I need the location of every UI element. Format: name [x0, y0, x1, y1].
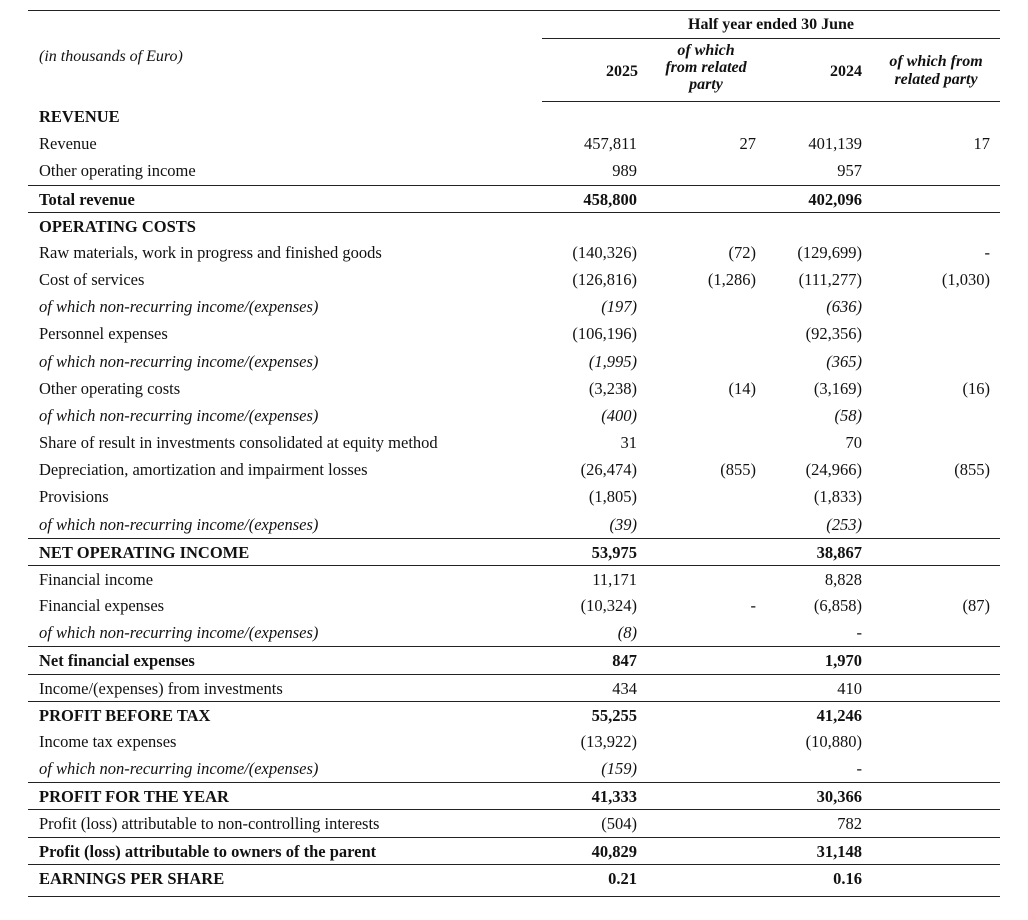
value-2025: 458,800 — [583, 189, 637, 209]
value-2025: (8) — [617, 623, 637, 643]
value-2024: 401,139 — [808, 134, 862, 154]
table-row — [28, 239, 1000, 266]
table-row — [28, 809, 1000, 837]
value-2024: 31,148 — [816, 841, 862, 861]
col-header-related-2025-line2: from related — [665, 59, 747, 76]
period-title-underline — [542, 38, 1000, 39]
related-party-2025: (855) — [720, 460, 756, 480]
period-title: Half year ended 30 June — [688, 16, 854, 33]
table-row — [28, 130, 1000, 157]
row-label: of which non-recurring income/(expenses) — [39, 623, 319, 643]
unit-label: (in thousands of Euro) — [39, 48, 183, 65]
table-row — [28, 402, 1000, 429]
col-header-2024: 2024 — [830, 63, 862, 80]
table-row — [28, 320, 1000, 347]
value-2024: (58) — [834, 405, 862, 425]
value-2024: (92,356) — [805, 324, 862, 344]
table-row — [28, 565, 1000, 593]
value-2025: 457,811 — [583, 134, 637, 154]
value-2024: (365) — [826, 351, 862, 371]
value-2024: 1,970 — [824, 651, 862, 671]
row-label: Total revenue — [39, 189, 135, 209]
value-2024: - — [856, 623, 862, 643]
related-party-2025: (72) — [728, 242, 756, 262]
row-label: Depreciation, amortization and impairment losses — [39, 460, 368, 480]
row-label: Net financial expenses — [39, 651, 195, 671]
row-label: of which non-recurring income/(expenses) — [39, 351, 319, 371]
value-2025: 847 — [612, 651, 637, 671]
row-label: Share of result in investments consolidated at equity method — [39, 433, 438, 452]
value-2025: 40,829 — [591, 841, 637, 861]
value-2025: (504) — [601, 814, 637, 834]
value-2024: 782 — [837, 814, 862, 834]
col-header-related-2024-line2: related party — [894, 71, 978, 88]
value-2024: (6,858) — [813, 596, 862, 616]
table-row — [28, 701, 1000, 729]
table-row — [28, 511, 1000, 538]
row-label: Revenue — [39, 134, 97, 154]
value-2024: (10,880) — [805, 731, 862, 751]
value-2025: (26,474) — [580, 460, 637, 480]
value-2024: 30,366 — [816, 787, 862, 807]
value-2025: (1,995) — [588, 351, 637, 371]
value-2025: 55,255 — [591, 705, 637, 725]
value-2024: (24,966) — [805, 460, 862, 480]
table-row — [28, 592, 1000, 619]
value-2025: (400) — [601, 405, 637, 425]
value-2024: 410 — [837, 678, 862, 698]
value-2025: (140,326) — [572, 242, 637, 262]
value-2024: (1,833) — [813, 487, 862, 507]
value-2024: 0.16 — [833, 868, 862, 888]
table-row — [28, 864, 1000, 892]
table-row — [28, 674, 1000, 702]
related-party-2024: (855) — [954, 460, 990, 480]
row-label: Financial income — [39, 569, 154, 589]
table-row — [28, 293, 1000, 320]
value-2025: (197) — [601, 297, 637, 317]
table-row — [28, 212, 1000, 240]
value-2025: 0.21 — [608, 868, 637, 888]
col-header-related-2025-line3: party — [689, 76, 723, 93]
value-2024: 8,828 — [824, 569, 862, 589]
value-2025: 53,975 — [591, 542, 637, 562]
value-2024: 70 — [845, 433, 862, 452]
value-2025: (126,816) — [572, 270, 637, 289]
col-header-related-2024 — [872, 53, 1000, 89]
row-label: PROFIT BEFORE TAX — [39, 705, 211, 725]
table-top-border — [28, 10, 1000, 11]
table-row — [28, 429, 1000, 456]
row-label: Personnel expenses — [39, 324, 168, 344]
header-bottom-border — [542, 101, 1000, 102]
value-2024: - — [856, 759, 862, 779]
row-label: Income/(expenses) from investments — [39, 678, 283, 698]
value-2024: 402,096 — [808, 189, 862, 209]
row-label: of which non-recurring income/(expenses) — [39, 297, 319, 317]
row-label: NET OPERATING INCOME — [39, 542, 250, 562]
related-party-2024: (1,030) — [941, 270, 990, 289]
table-row — [28, 646, 1000, 674]
row-label: Profit (loss) attributable to non-controlling interests — [39, 814, 380, 834]
value-2025: (10,324) — [580, 596, 637, 616]
value-2024: 41,246 — [816, 705, 862, 725]
table-row — [28, 375, 1000, 402]
value-2024: (111,277) — [798, 270, 862, 289]
row-label: REVENUE — [39, 107, 120, 126]
row-label: of which non-recurring income/(expenses) — [39, 759, 319, 779]
value-2024: (3,169) — [813, 378, 862, 398]
row-label: PROFIT FOR THE YEAR — [39, 787, 229, 807]
value-2024: 957 — [837, 161, 862, 181]
related-party-2025: 27 — [739, 134, 756, 154]
value-2025: (159) — [601, 759, 637, 779]
row-label: of which non-recurring income/(expenses) — [39, 514, 319, 534]
value-2025: (39) — [609, 514, 637, 534]
table-bottom-border — [28, 896, 1000, 897]
value-2025: 434 — [612, 678, 637, 698]
value-2024: 38,867 — [816, 542, 862, 562]
row-label: Raw materials, work in progress and finished goods — [39, 242, 382, 262]
row-label: of which non-recurring income/(expenses) — [39, 405, 319, 425]
related-party-2024: - — [984, 242, 990, 262]
value-2025: (3,238) — [588, 378, 637, 398]
value-2025: 989 — [612, 161, 637, 181]
value-2024: (253) — [826, 514, 862, 534]
table-row — [28, 157, 1000, 184]
table-row — [28, 266, 1000, 293]
row-label: Profit (loss) attributable to owners of the parent — [39, 841, 377, 861]
related-party-2025: (14) — [728, 378, 756, 398]
table-row — [28, 837, 1000, 865]
table-row — [28, 619, 1000, 646]
value-2025: (106,196) — [572, 324, 637, 344]
value-2024: (129,699) — [797, 242, 862, 262]
table-row — [28, 538, 1000, 566]
row-label: Cost of services — [39, 270, 145, 289]
row-label: Other operating costs — [39, 378, 181, 398]
related-party-2025: (1,286) — [707, 270, 756, 289]
table-row — [28, 103, 1000, 130]
table-row — [28, 728, 1000, 755]
value-2025: 31 — [620, 433, 637, 452]
value-2025: 11,171 — [592, 569, 637, 589]
row-label: Other operating income — [39, 161, 196, 181]
col-header-2025: 2025 — [606, 63, 638, 80]
table-row — [28, 185, 1000, 213]
table-row — [28, 755, 1000, 782]
row-label: EARNINGS PER SHARE — [39, 868, 225, 888]
row-label: Financial expenses — [39, 596, 165, 616]
value-2025: (1,805) — [588, 487, 637, 507]
table-row — [28, 483, 1000, 510]
col-header-related-2024-line1: of which from — [889, 53, 983, 70]
related-party-2024: (16) — [962, 378, 990, 398]
row-label: Income tax expenses — [39, 731, 177, 751]
row-label: Provisions — [39, 487, 109, 507]
related-party-2024: 17 — [973, 134, 990, 154]
table-row — [28, 348, 1000, 375]
table-row — [28, 782, 1000, 810]
related-party-2024: (87) — [962, 596, 990, 616]
row-label: OPERATING COSTS — [39, 216, 196, 236]
table-row — [28, 456, 1000, 483]
value-2025: 41,333 — [591, 787, 637, 807]
value-2025: (13,922) — [580, 731, 637, 751]
related-party-2025: - — [750, 596, 756, 616]
col-header-related-2025 — [648, 42, 764, 93]
value-2024: (636) — [826, 297, 862, 317]
col-header-related-2025-line1: of which — [677, 42, 735, 59]
